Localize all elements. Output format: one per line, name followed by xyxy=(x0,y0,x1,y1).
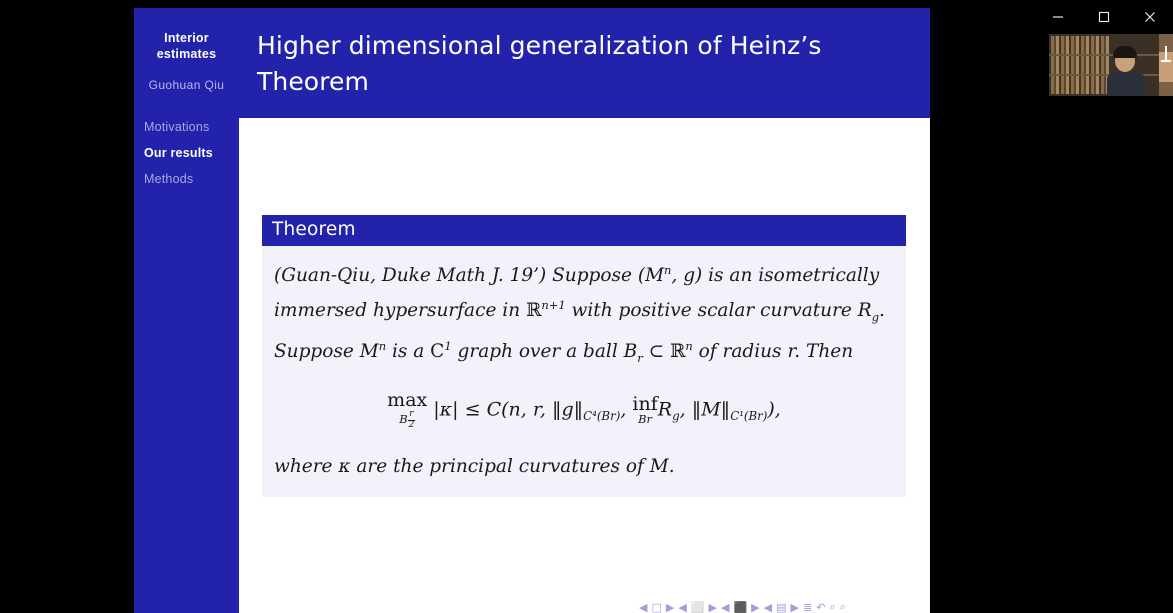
nav-frame-icon[interactable]: ⬜ xyxy=(690,600,705,613)
theorem-line4-r: r xyxy=(787,341,795,363)
beamer-navigation-symbols[interactable] xyxy=(639,600,924,613)
formula-norm-g-subscript xyxy=(583,409,620,423)
formula-max-label: max xyxy=(387,389,428,412)
formula-arg-r: r xyxy=(532,398,540,421)
theorem-block xyxy=(262,215,906,497)
closing-kappa: κ xyxy=(338,455,351,477)
formula-comma-4: , xyxy=(679,398,692,421)
presentation-slide[interactable] xyxy=(134,8,930,613)
window-controls xyxy=(995,0,1173,34)
theorem-citation: (Guan-Qiu, Duke Math J. 19’) xyxy=(274,265,547,287)
theorem-line3-b: . Suppose xyxy=(274,299,885,363)
close-button[interactable] xyxy=(1127,1,1173,33)
theorem-line4-Rsup: n xyxy=(685,339,693,353)
nav-slide-icon[interactable]: □ xyxy=(651,600,662,613)
theorem-line1-g: g xyxy=(683,265,696,287)
theorem-line3-a: scalar curvature xyxy=(697,299,858,321)
nav-toc-icon[interactable]: ≣ xyxy=(802,600,813,613)
theorem-line4-Bsub: r xyxy=(637,350,643,365)
sidebar-talk-title xyxy=(134,30,239,62)
shelf-line-1 xyxy=(1049,54,1159,56)
theorem-formula xyxy=(274,391,894,432)
theorem-line3-Msup: n xyxy=(378,339,387,353)
formula-inf-R: R xyxy=(657,398,673,421)
minimize-button[interactable] xyxy=(1035,1,1081,33)
formula-leq: ≤ xyxy=(464,398,481,421)
formula-norm-g: ‖g‖ xyxy=(551,398,584,421)
secondary-webcam[interactable] xyxy=(1159,34,1173,96)
formula-norm-g-sub-b: r xyxy=(610,409,616,424)
formula-close-paren: ), xyxy=(767,398,781,421)
formula-arg-n: n xyxy=(508,398,521,421)
nav-next-slide-icon[interactable]: ▶ xyxy=(665,600,675,613)
formula-max-operator xyxy=(387,391,427,430)
formula-norm-M: ‖M‖ xyxy=(691,398,731,421)
slide-title-bar xyxy=(239,8,930,118)
sidebar-item-motivations[interactable]: Motivations xyxy=(144,120,210,134)
presenter-body xyxy=(1107,72,1145,96)
nav-next-section-icon[interactable]: ▶ xyxy=(790,600,799,613)
sidebar-nav xyxy=(134,114,239,192)
formula-inf-R-sub: g xyxy=(672,409,680,424)
formula-inf-label: inf xyxy=(632,393,658,416)
formula-max-sub-num: r xyxy=(409,409,414,420)
theorem-line3-c: is a xyxy=(386,341,431,363)
theorem-line4-then: . Then xyxy=(794,341,854,363)
theorem-line1-c: ) is an xyxy=(695,265,753,287)
closing-M: M xyxy=(649,455,669,477)
theorem-line3-C: C xyxy=(430,341,445,363)
theorem-line2-exponent: n+1 xyxy=(541,297,566,312)
maximize-button[interactable] xyxy=(1081,1,1127,33)
theorem-line4-B: B xyxy=(623,341,638,363)
formula-comma-2: , xyxy=(539,398,552,421)
formula-max-subscript xyxy=(387,410,427,430)
formula-C-open: C( xyxy=(486,398,509,421)
closing-a: where xyxy=(274,455,339,477)
formula-kappa-abs: |κ| xyxy=(433,398,459,421)
theorem-closing-sentence xyxy=(274,452,894,482)
nav-prev-slide-icon[interactable]: ◀ xyxy=(639,600,648,613)
slide-body xyxy=(239,118,930,613)
theorem-line3-d: graph over a ball xyxy=(451,341,618,363)
sidebar-item-methods[interactable]: Methods xyxy=(144,172,194,186)
theorem-heading: Theorem xyxy=(262,215,906,246)
sidebar-talk-title-line1: Interior xyxy=(164,31,209,45)
formula-norm-M-sub-c: ) xyxy=(762,409,768,424)
theorem-line2-reals: ℝ xyxy=(526,299,542,321)
formula-max-sub-den: 2 xyxy=(408,419,415,430)
mouse-cursor xyxy=(1165,46,1167,62)
sidebar-talk-title-line2: estimates xyxy=(156,47,217,61)
presenter-hair xyxy=(1113,46,1137,58)
slide-sidebar xyxy=(134,8,239,613)
theorem-line2-a: isometrically immersed hypersurface in xyxy=(274,265,880,321)
nav-subsection-icon[interactable]: ⬛ xyxy=(733,600,748,613)
theorem-line4-reals: ℝ xyxy=(670,341,686,363)
theorem-line4-rest: of radius xyxy=(692,341,788,363)
presenter-webcam[interactable] xyxy=(1049,34,1159,96)
nav-prev-subsection-icon[interactable]: ◀ xyxy=(720,600,730,613)
closing-c: . xyxy=(668,455,675,477)
nav-zoom-icon[interactable]: ⌕ xyxy=(839,600,846,613)
theorem-line3-Csup: 1 xyxy=(444,339,452,353)
formula-norm-g-sub-c: ) xyxy=(615,409,621,424)
theorem-line1-n: n xyxy=(664,263,672,277)
nav-next-frame-icon[interactable]: ▶ xyxy=(708,600,717,613)
nav-prev-frame-icon[interactable]: ◀ xyxy=(678,600,687,613)
theorem-line4-subset: ⊂ xyxy=(642,341,670,363)
nav-find-icon[interactable]: ⌕ xyxy=(829,600,836,613)
theorem-line2-b: with positive xyxy=(565,299,692,321)
sidebar-item-our-results[interactable]: Our results xyxy=(144,146,213,160)
formula-inf-operator xyxy=(632,395,657,425)
formula-inf-sub-B: B xyxy=(638,412,647,427)
nav-section-icon[interactable]: ▤ xyxy=(776,600,787,613)
formula-norm-M-subscript xyxy=(730,409,767,423)
formula-max-sub-fraction xyxy=(408,410,416,430)
formula-comma-3: , xyxy=(620,398,633,421)
formula-inf-sub-r: r xyxy=(646,412,652,427)
formula-norm-g-sub-a: C⁴(B xyxy=(583,409,611,424)
formula-comma-1: , xyxy=(520,398,533,421)
nav-next-subsection-icon[interactable]: ▶ xyxy=(751,600,760,613)
theorem-line3-M: M xyxy=(359,341,379,363)
theorem-body xyxy=(262,246,906,497)
theorem-line1-b: , xyxy=(671,265,684,287)
sidebar-author: Guohuan Qiu xyxy=(148,78,225,92)
theorem-line1-a: Suppose ( xyxy=(552,265,646,287)
theorem-line3-R: R xyxy=(857,299,872,321)
theorem-line3-Rsub: g xyxy=(871,309,880,324)
bookshelf-background xyxy=(1051,36,1109,94)
nav-back-icon[interactable]: ↶ xyxy=(816,600,826,613)
closing-b: are the principal curvatures of xyxy=(350,455,650,477)
nav-prev-section-icon[interactable]: ◀ xyxy=(763,600,773,613)
formula-max-sub-B: B xyxy=(399,412,408,427)
formula-inf-subscript xyxy=(632,414,657,425)
theorem-line1-M: M xyxy=(645,265,665,287)
page-title: Higher dimensional generalization of Heinz’s Theorem xyxy=(257,31,822,96)
formula-norm-M-sub-b: r xyxy=(757,409,763,424)
formula-norm-M-sub-a: C¹(B xyxy=(730,409,758,424)
